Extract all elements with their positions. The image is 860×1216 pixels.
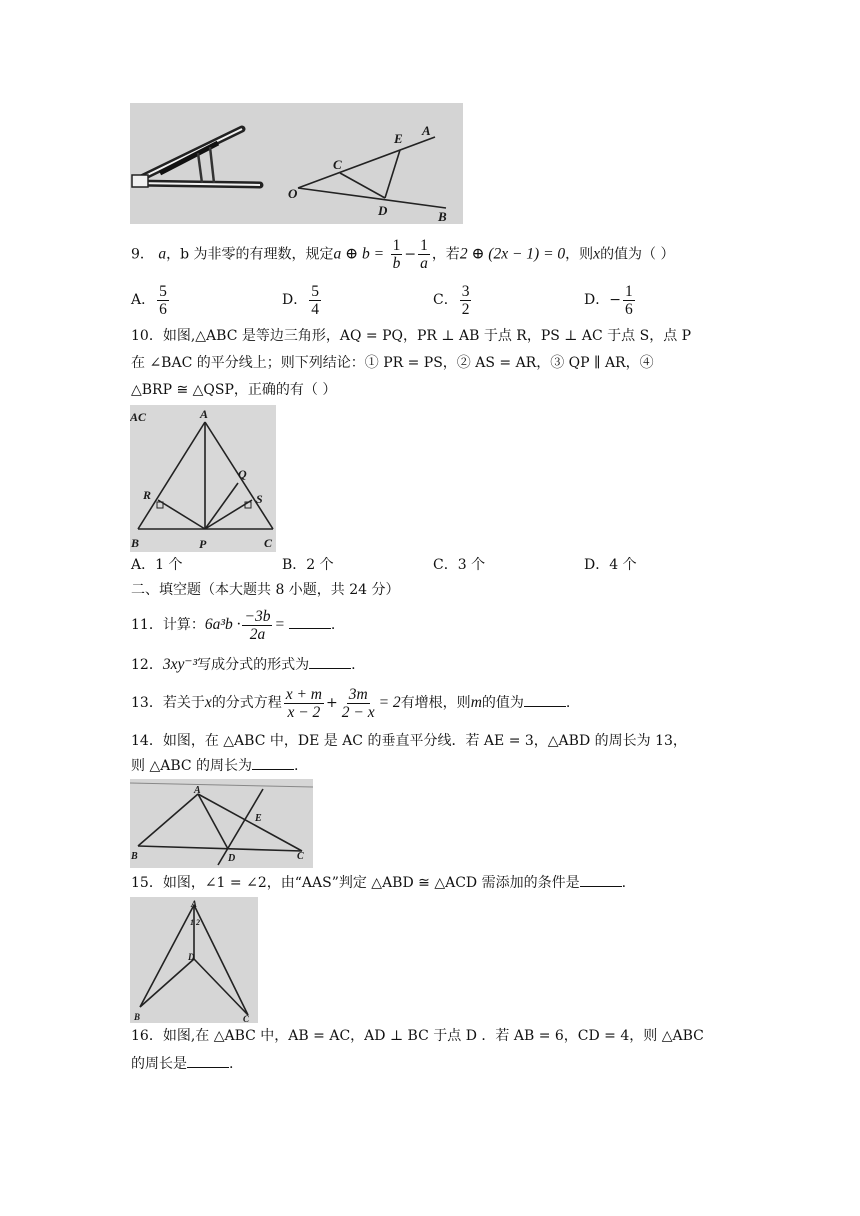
label-E: E — [255, 813, 262, 824]
definition-expr: a ⊕ b = — [333, 245, 385, 263]
var-x: x — [204, 694, 212, 711]
q10-option-c[interactable]: C．3 个 — [433, 557, 486, 573]
question-12: 12．3xy⁻³写成分式的形式为 . — [131, 656, 356, 673]
question-14-line-1: 14．如图，在 △ABC 中，DE 是 AC 的垂直平分线．若 AE = 3，△ABD 的周长为 13， — [131, 733, 687, 749]
label-D: D — [228, 853, 236, 864]
question-prefix: 11．计算： — [131, 617, 205, 633]
stem-text: 的分式方程 — [211, 695, 282, 711]
label-D: D — [378, 203, 388, 218]
q9-option-c[interactable]: C． $\frac{3}{2}$ — [433, 282, 470, 318]
stem-text: 的值为（ ） — [600, 246, 675, 263]
answer-blank[interactable] — [580, 872, 622, 887]
answer-blank[interactable] — [309, 654, 351, 669]
minus-sign: − — [404, 246, 417, 263]
label-corner: AC — [130, 410, 147, 424]
label-O: O — [288, 186, 298, 201]
fraction: $\frac{-3b}{2a}$ — [244, 607, 271, 643]
label-1: 1 — [190, 918, 194, 927]
label-A: A — [422, 123, 431, 138]
label-R: R — [143, 488, 152, 502]
var-x: x — [593, 245, 601, 263]
label-C: C — [243, 1014, 250, 1023]
q10-option-b[interactable]: B．2 个 — [282, 557, 334, 573]
var-m: m — [470, 694, 482, 711]
label-D: D — [188, 952, 195, 962]
equation: 2 ⊕ (2x − 1) = 0 — [459, 245, 566, 263]
figure-angle-bisector-tool — [130, 103, 463, 224]
label-C: C — [264, 536, 273, 550]
answer-blank[interactable] — [289, 614, 331, 629]
stem-text: 的值为 — [481, 695, 524, 711]
stem-text: ，若 — [431, 246, 460, 263]
label-A: A — [200, 407, 209, 421]
question-prefix: 12． — [131, 657, 163, 673]
figure-equilateral-triangle — [130, 405, 276, 552]
label-A: A — [191, 899, 198, 909]
question-15: 15．如图，∠1 = ∠2，由“AAS”判定 △ABD ≅ △ACD 需添加的条件是 . — [131, 872, 626, 893]
question-13: 13．若关于x的分式方程 $\frac{x + m}{x - 2}$ + $\frac{3m}{2 - x}$ = 2有增根，则m的值为 . — [131, 685, 571, 721]
question-10-line-1: 10．如图,△ABC 是等边三角形，AQ = PQ，PR ⊥ AB 于点 R，PS ⊥ AC 于点 S，点 P — [131, 328, 692, 344]
label-B: B — [134, 1012, 141, 1022]
question-9-stem — [131, 237, 675, 271]
expression: 6a³b · — [204, 616, 241, 633]
q9-option-d[interactable]: D．− $\frac{1}{6}$ — [584, 282, 633, 318]
fraction-1: $\frac{x + m}{x - 2}$ — [285, 685, 323, 721]
answer-blank[interactable] — [252, 755, 294, 770]
question-11: 11．计算：6a³b · $\frac{-3b}{2a}$ = . — [131, 607, 336, 643]
label-Q: Q — [238, 467, 247, 481]
label-E: E — [394, 131, 403, 146]
question-number: 9． — [131, 246, 154, 263]
figure-congruent-triangles — [130, 897, 258, 1023]
stem-text: 写成分式的形式为 — [197, 657, 310, 673]
label-C: C — [297, 851, 304, 862]
fraction-1-over-a: $\frac{1}{a}$ — [420, 237, 428, 272]
fraction-1-over-b: $\frac{1}{b}$ — [392, 237, 401, 272]
section-2-heading: 二、填空题（本大题共 8 小题，共 24 分） — [131, 582, 400, 598]
fraction-2: $\frac{3m}{2 - x}$ — [341, 685, 375, 721]
stem-text: ，b 为非零的有理数，规定 — [166, 246, 334, 263]
label-2: 2 — [196, 918, 200, 927]
question-10-line-3: △BRP ≅ △QSP，正确的有（ ） — [131, 382, 337, 398]
equals: = — [274, 616, 285, 633]
label-B: B — [438, 209, 447, 224]
equals: = 2 — [378, 694, 401, 711]
label-B: B — [131, 536, 140, 550]
var-a: a — [158, 245, 167, 263]
question-16-line-1: 16．如图,在 △ABC 中，AB = AC，AD ⊥ BC 于点 D ．若 AB = 6，CD = 4，则 △ABC — [131, 1028, 704, 1044]
label-A: A — [194, 785, 201, 796]
q10-option-d[interactable]: D．4 个 — [584, 557, 637, 573]
question-10-line-2: 在 ∠BAC 的平分线上；则下列结论：① PR = PS，② AS = AR，③ QP ∥ AR，④ — [131, 355, 654, 371]
expression: 3xy⁻³ — [162, 656, 198, 673]
stem-text: ，则 — [565, 246, 594, 263]
answer-blank[interactable] — [187, 1053, 229, 1068]
stem-text: 有增根，则 — [400, 695, 471, 711]
question-14-line-2: 则 △ABC 的周长为 . — [131, 755, 299, 776]
plus-sign: + — [326, 695, 338, 711]
q9-option-b[interactable]: D． $\frac{5}{4}$ — [282, 282, 319, 318]
q9-option-a[interactable]: A． $\frac{5}{6}$ — [131, 282, 167, 318]
label-C: C — [333, 157, 342, 172]
answer-blank[interactable] — [524, 692, 566, 707]
label-P: P — [199, 537, 207, 551]
label-S: S — [256, 492, 263, 506]
figure-perpendicular-bisector — [130, 779, 313, 868]
question-prefix: 13．若关于 — [131, 695, 205, 711]
label-B: B — [131, 851, 138, 862]
question-16-line-2: 的周长是 . — [131, 1053, 233, 1074]
q10-option-a[interactable]: A．1 个 — [131, 557, 183, 573]
